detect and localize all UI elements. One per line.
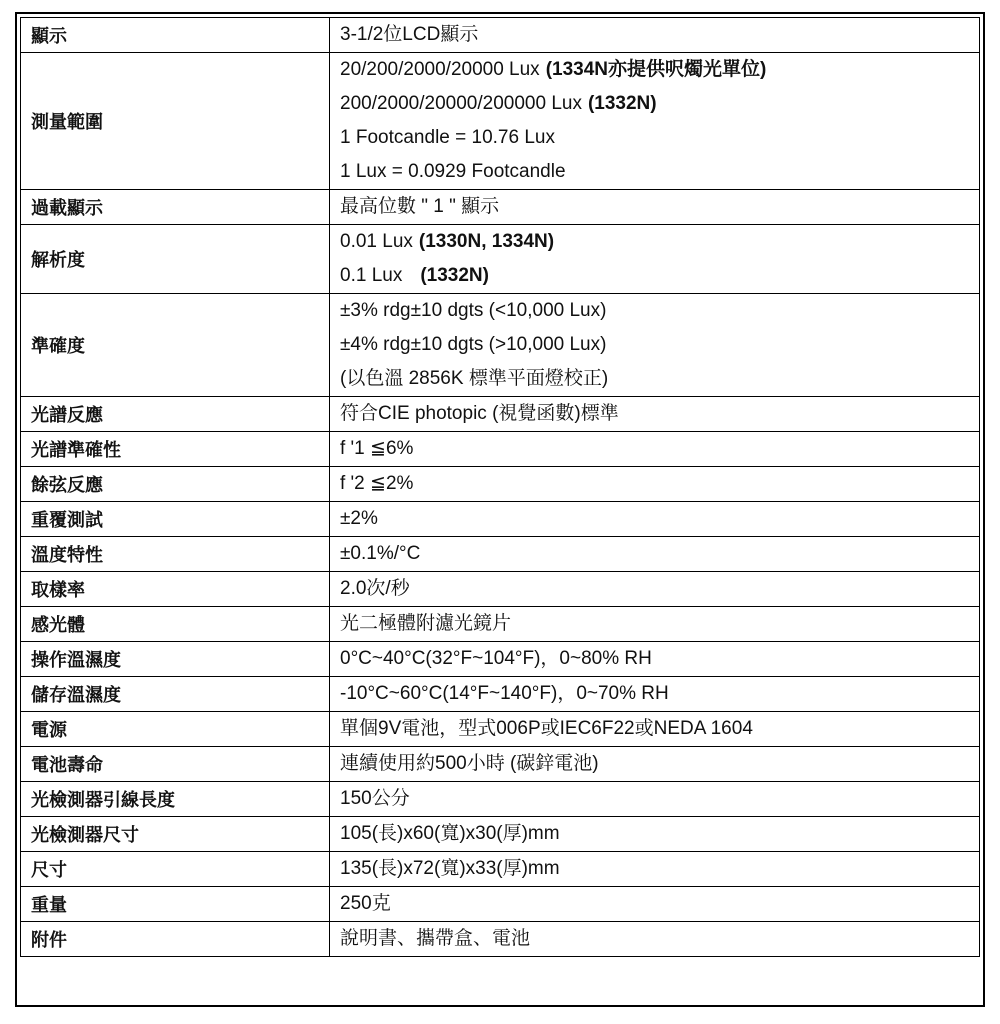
- spec-table: [20, 17, 980, 957]
- table-row: [21, 922, 980, 957]
- row-label: 餘弦反應: [21, 467, 330, 502]
- value-line: [340, 467, 969, 501]
- table-row: [21, 887, 980, 922]
- row-value: [330, 190, 980, 225]
- row-label: 解析度: [21, 225, 330, 294]
- value-note: (1330N, 1334N): [418, 231, 555, 252]
- value-line: [340, 432, 969, 466]
- value-text: 250克: [340, 893, 391, 914]
- row-value: [330, 642, 980, 677]
- value-text: 最高位數 " 1 " 顯示: [340, 196, 500, 217]
- row-value: [330, 677, 980, 712]
- value-text: 符合CIE photopic (視覺函數)標準: [340, 403, 619, 424]
- row-value: [330, 397, 980, 432]
- row-value: [330, 922, 980, 957]
- row-value: [330, 225, 980, 294]
- row-label: 操作溫濕度: [21, 642, 330, 677]
- value-text: 單個9V電池，型式006P或IEC6F22或NEDA 1604: [340, 718, 753, 739]
- table-row: [21, 294, 980, 397]
- value-text: f '1 ≦6%: [340, 438, 414, 459]
- value-line: [340, 747, 969, 781]
- value-text: 說明書、攜帶盒、電池: [340, 928, 531, 949]
- row-label: 附件: [21, 922, 330, 957]
- value-line: [340, 397, 969, 431]
- value-line: [340, 502, 969, 536]
- value-text: 1 Footcandle = 10.76 Lux: [340, 127, 555, 148]
- value-text: 20/200/2000/20000 Lux: [340, 59, 540, 80]
- row-label: 儲存溫濕度: [21, 677, 330, 712]
- value-text: ±3% rdg±10 dgts (<10,000 Lux): [340, 300, 607, 321]
- value-line: [340, 87, 969, 121]
- table-row: [21, 467, 980, 502]
- value-text: 光二極體附濾光鏡片: [340, 613, 512, 634]
- value-line: [340, 190, 969, 224]
- value-text: ±2%: [340, 508, 378, 529]
- value-line: [340, 362, 969, 396]
- row-value: [330, 294, 980, 397]
- value-line: [340, 817, 969, 851]
- table-row: [21, 190, 980, 225]
- value-text: -10°C~60°C(14°F~140°F)，0~70% RH: [340, 683, 669, 704]
- table-row: [21, 432, 980, 467]
- value-text: 0°C~40°C(32°F~104°F)，0~80% RH: [340, 648, 652, 669]
- table-row: [21, 18, 980, 53]
- row-value: [330, 467, 980, 502]
- row-label: 測量範圍: [21, 53, 330, 190]
- row-label: 過載顯示: [21, 190, 330, 225]
- value-line: [340, 677, 969, 711]
- row-value: [330, 537, 980, 572]
- value-line: [340, 782, 969, 816]
- table-row: [21, 747, 980, 782]
- value-line: [340, 225, 969, 259]
- row-label: 電源: [21, 712, 330, 747]
- table-row: [21, 817, 980, 852]
- row-value: [330, 782, 980, 817]
- value-line: [340, 607, 969, 641]
- row-label: 取樣率: [21, 572, 330, 607]
- row-value: [330, 747, 980, 782]
- value-text: (以色溫 2856K 標準平面燈校正): [340, 368, 609, 389]
- row-label: 感光體: [21, 607, 330, 642]
- value-line: [340, 155, 969, 189]
- row-value: [330, 712, 980, 747]
- value-text: 連續使用約500小時 (碳鋅電池): [340, 753, 599, 774]
- row-value: [330, 53, 980, 190]
- row-label: 準確度: [21, 294, 330, 397]
- value-text: 3-1/2位LCD顯示: [340, 24, 479, 45]
- value-note: (1332N): [420, 265, 489, 286]
- table-row: [21, 677, 980, 712]
- row-value: [330, 432, 980, 467]
- value-note: (1332N): [587, 93, 657, 114]
- value-line: [340, 328, 969, 362]
- value-note: (1334N亦提供呎燭光單位): [545, 59, 767, 80]
- row-value: [330, 502, 980, 537]
- table-row: [21, 225, 980, 294]
- value-line: [340, 887, 969, 921]
- row-label: 重量: [21, 887, 330, 922]
- row-label: 光譜準確性: [21, 432, 330, 467]
- value-line: [340, 121, 969, 155]
- row-label: 尺寸: [21, 852, 330, 887]
- row-label: 光譜反應: [21, 397, 330, 432]
- value-text: 150公分: [340, 788, 410, 809]
- value-text: 0.01 Lux: [340, 231, 413, 252]
- row-label: 光檢測器尺寸: [21, 817, 330, 852]
- table-row: [21, 397, 980, 432]
- table-row: [21, 572, 980, 607]
- row-label: 光檢測器引線長度: [21, 782, 330, 817]
- table-row: [21, 642, 980, 677]
- value-line: [340, 537, 969, 571]
- value-text: f '2 ≦2%: [340, 473, 414, 494]
- table-row: [21, 537, 980, 572]
- value-line: [340, 572, 969, 606]
- table-row: [21, 782, 980, 817]
- row-value: [330, 607, 980, 642]
- value-text: 200/2000/20000/200000 Lux: [340, 93, 582, 114]
- value-text: ±4% rdg±10 dgts (>10,000 Lux): [340, 334, 607, 355]
- table-row: [21, 712, 980, 747]
- value-line: [340, 294, 969, 328]
- table-row: [21, 852, 980, 887]
- spec-sheet: [15, 12, 985, 1007]
- value-line: [340, 922, 969, 956]
- value-line: [340, 852, 969, 886]
- table-row: [21, 607, 980, 642]
- row-value: [330, 887, 980, 922]
- row-value: [330, 817, 980, 852]
- value-text: 0.1 Lux: [340, 265, 403, 286]
- table-row: [21, 53, 980, 190]
- table-row: [21, 502, 980, 537]
- value-text: 135(長)x72(寬)x33(厚)mm: [340, 858, 560, 879]
- value-text: 1 Lux = 0.0929 Footcandle: [340, 161, 566, 182]
- value-line: [340, 642, 969, 676]
- value-text: 105(長)x60(寬)x30(厚)mm: [340, 823, 560, 844]
- row-label: 電池壽命: [21, 747, 330, 782]
- row-value: [330, 18, 980, 53]
- row-value: [330, 852, 980, 887]
- value-text: 2.0次/秒: [340, 578, 410, 599]
- row-value: [330, 572, 980, 607]
- value-line: [340, 712, 969, 746]
- value-text: ±0.1%/°C: [340, 543, 421, 564]
- value-line: [340, 18, 969, 52]
- row-label: 顯示: [21, 18, 330, 53]
- value-line: [340, 53, 969, 87]
- row-label: 溫度特性: [21, 537, 330, 572]
- row-label: 重覆測試: [21, 502, 330, 537]
- value-line: [340, 259, 969, 293]
